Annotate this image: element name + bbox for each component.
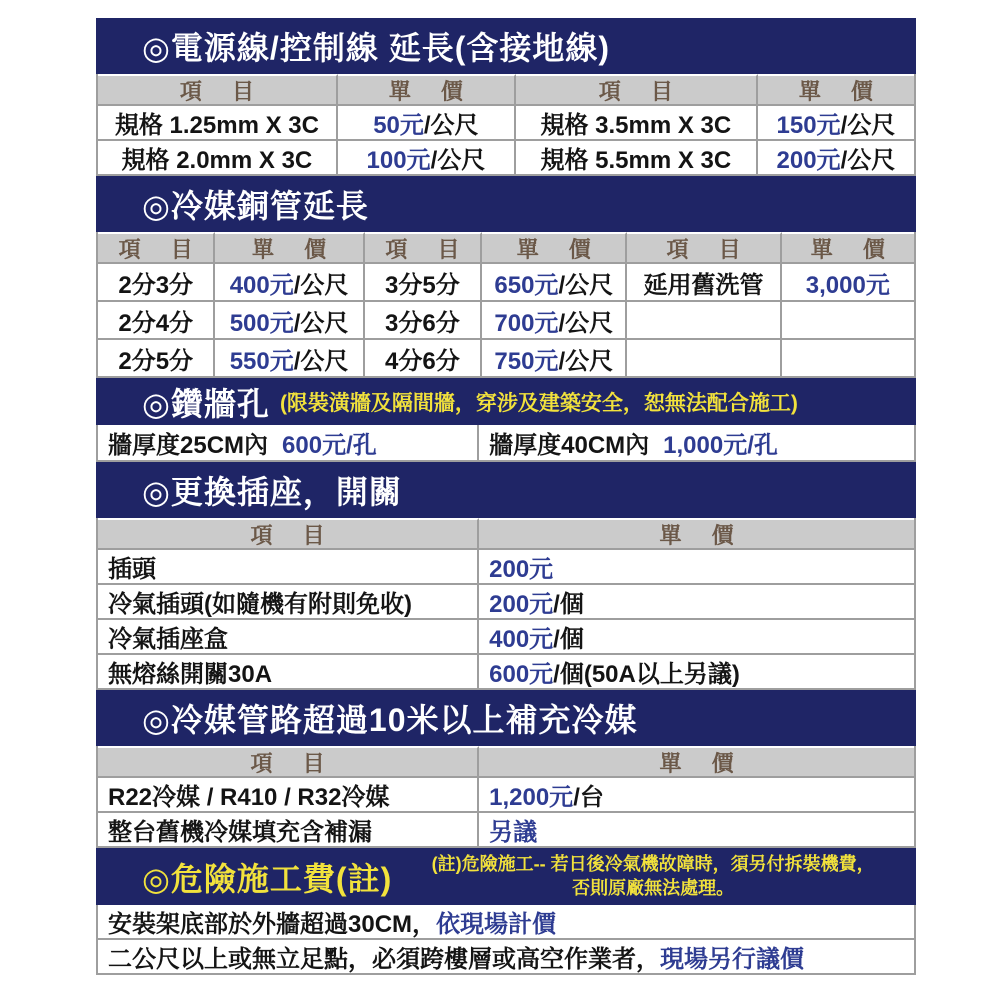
price-value: 200元 [489,591,554,618]
price-value: 600元 [489,661,554,688]
item-label: 安裝架底部於外牆超過30CM， [108,911,437,938]
price-value: 1,000元/孔 [663,432,778,459]
price-unit: /公尺 [840,112,896,139]
price-unit: /公尺 [840,147,896,174]
section-title: ◎冷媒銅管延長 [142,188,369,224]
item-cell: 冷氣插座盒 [98,620,479,655]
column-header: 單 價 [338,74,516,106]
section-header-socket-switch [96,462,916,518]
price-unit: /公尺 [293,347,349,375]
price-cell [758,106,914,141]
price-unit: /公尺 [293,271,349,299]
empty-cell [627,302,781,340]
price-value: 200元 [776,147,841,174]
column-header: 單 價 [215,232,364,264]
column-header: 項 目 [627,232,781,264]
price-unit: /個 [553,591,584,618]
price-cell [479,778,914,813]
column-header: 項 目 [98,518,479,550]
section-note [392,853,908,900]
price-cell [98,425,479,462]
item-cell: 整台舊機冷媒填充含補漏 [98,813,479,848]
price-unit: /個 [553,626,584,653]
empty-cell [782,302,914,340]
price-cell [482,264,627,302]
price-value: 100元 [366,147,431,174]
item-label: 牆厚度40CM內 [489,432,650,459]
item-cell: 2分3分 [98,264,215,302]
copper-pipe-table [96,232,916,378]
price-value: 600元/孔 [282,432,377,459]
price-unit: /公尺 [558,309,614,337]
refrigerant-refill-table [96,746,916,848]
price-cell [479,585,914,620]
price-cell [479,655,914,690]
price-unit: /公尺 [423,112,479,139]
price-value: 400元 [229,271,294,299]
socket-switch-table [96,518,916,690]
section-header-power-line [96,18,916,74]
item-cell: 規格 5.5mm X 3C [516,141,758,176]
price-value: 現場另行議價 [660,946,804,973]
section-header-refrigerant-refill [96,690,916,746]
item-cell: 規格 1.25mm X 3C [98,106,338,141]
empty-cell [782,340,914,378]
section-title: ◎鑽牆孔 [142,385,270,422]
section-title: ◎更換插座，開關 [142,474,402,510]
item-cell: 規格 2.0mm X 3C [98,141,338,176]
column-header: 單 價 [479,746,914,778]
item-cell: 3分6分 [365,302,482,340]
section-title: ◎冷媒管路超過10米以上補充冷媒 [142,702,638,738]
price-unit: /公尺 [558,271,614,299]
price-unit: /個(50A以上另議) [553,661,740,688]
column-header: 單 價 [758,74,914,106]
item-cell: 2分4分 [98,302,215,340]
column-header: 項 目 [98,746,479,778]
item-cell: 4分6分 [365,340,482,378]
price-value: 另議 [489,819,538,846]
price-value: 150元 [776,112,841,139]
column-header: 單 價 [479,518,914,550]
note-line-2: 否則原廠無法處理。 [572,877,735,898]
item-cell: R22冷媒 / R410 / R32冷媒 [98,778,479,813]
column-header: 項 目 [365,232,482,264]
price-value: 依現場計價 [436,911,557,938]
price-value: 3,000元 [805,271,890,299]
column-header: 單 價 [482,232,627,264]
column-header: 項 目 [98,74,338,106]
price-unit: /公尺 [558,347,614,375]
note-line-1: (註)危險施工-- 若日後冷氣機故障時，須另付拆裝機費， [431,854,875,875]
price-value: 50元 [373,112,424,139]
price-cell [338,106,516,141]
price-cell [215,340,364,378]
item-cell: 2分5分 [98,340,215,378]
price-cell [479,620,914,655]
section-header-copper-pipe [96,176,916,232]
item-label: 二公尺以上或無立足點，必須跨樓層或高空作業者， [108,946,660,973]
price-cell [338,141,516,176]
section-title: ◎危險施工費(註) [142,860,393,897]
price-sheet [96,18,916,975]
item-cell: 3分5分 [365,264,482,302]
price-value: 650元 [494,271,559,299]
price-unit: /公尺 [430,147,486,174]
price-cell [215,302,364,340]
price-value: 200元 [489,556,554,583]
price-cell [758,141,914,176]
empty-cell [627,340,781,378]
price-cell [479,425,914,462]
price-cell [782,264,914,302]
item-cell: 無熔絲開關30A [98,655,479,690]
section-note: (限裝潢牆及隔間牆，穿涉及建築安全，恕無法配合施工) [279,391,798,415]
price-cell [479,813,914,848]
wall-drilling-table [96,425,916,462]
price-value: 550元 [229,347,294,375]
column-header: 項 目 [98,232,215,264]
column-header: 單 價 [782,232,914,264]
section-title: ◎電源線/控制線 延長(含接地線) [142,30,611,66]
price-value: 1,200元 [489,784,574,811]
price-cell [215,264,364,302]
price-cell [479,550,914,585]
item-cell: 規格 3.5mm X 3C [516,106,758,141]
section-header-dangerous-work [96,848,916,905]
price-value: 750元 [494,347,559,375]
price-unit: /公尺 [293,309,349,337]
price-value: 400元 [489,626,554,653]
table-row [96,905,916,940]
item-label: 牆厚度25CM內 [108,432,269,459]
price-unit: /台 [573,784,604,811]
price-cell [482,302,627,340]
item-cell: 冷氣插頭(如隨機有附則免收) [98,585,479,620]
price-cell [482,340,627,378]
dangerous-work-rows [96,905,916,975]
price-value: 500元 [229,309,294,337]
power-line-table [96,74,916,176]
table-row [96,940,916,975]
price-value: 700元 [494,309,559,337]
item-cell: 延用舊洗管 [627,264,781,302]
column-header: 項 目 [516,74,758,106]
section-header-wall-drilling [96,378,916,425]
item-cell: 插頭 [98,550,479,585]
